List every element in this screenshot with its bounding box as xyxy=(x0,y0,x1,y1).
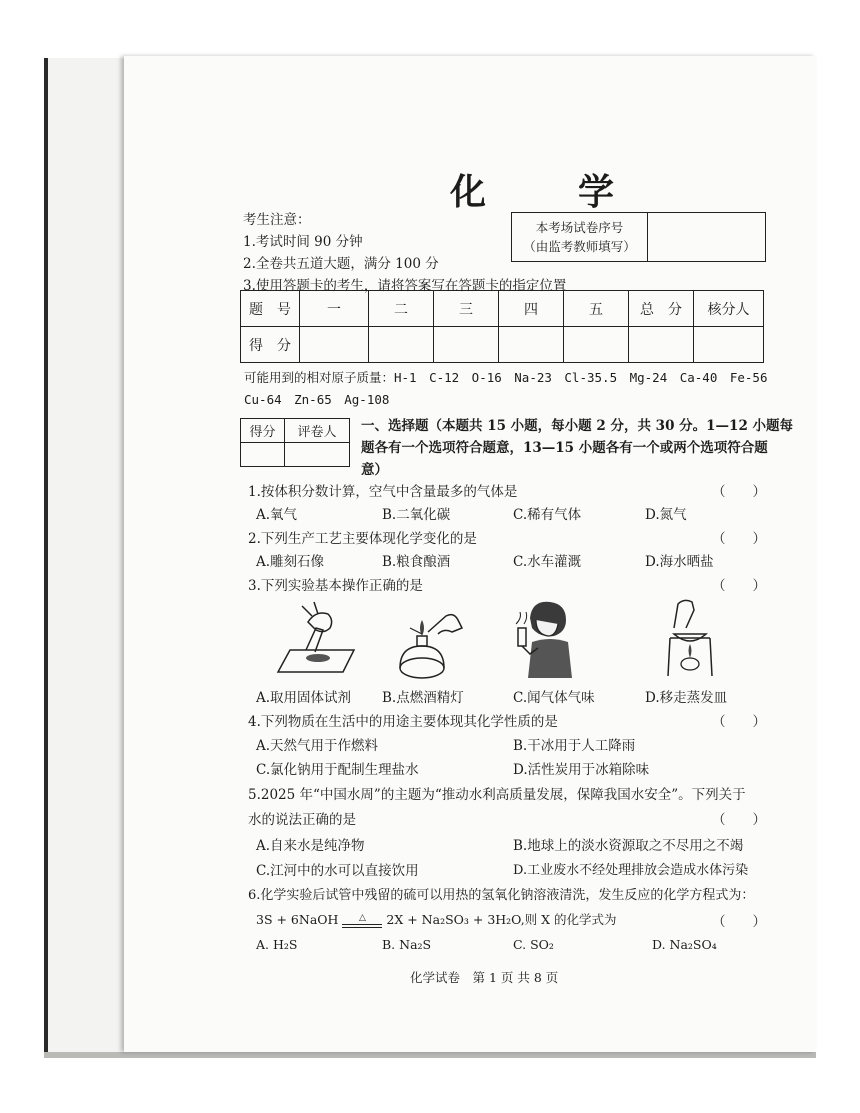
page-footer: 化学试卷 第 1 页 共 8 页 xyxy=(410,970,559,985)
q4-option-a[interactable]: A.天然气用于作燃料 xyxy=(256,738,379,754)
q4-option-c[interactable]: C.氯化钠用于配制生理盐水 xyxy=(256,762,419,778)
score-cell[interactable] xyxy=(564,327,629,363)
q3-stem: 3.下列实验基本操作正确的是 xyxy=(248,578,423,594)
q3-option-a[interactable]: A.取用固体试剂 xyxy=(256,690,352,706)
score-cell[interactable] xyxy=(694,327,764,363)
q2-answer-paren[interactable]: （ ） xyxy=(712,531,766,547)
heat-condition: △ xyxy=(342,913,382,923)
score-cell[interactable] xyxy=(300,327,369,363)
grader-score-cell[interactable] xyxy=(241,443,285,467)
score-header: 四 xyxy=(499,291,564,327)
q6-equation-left: 3S + 6NaOH xyxy=(256,912,339,927)
score-header: 三 xyxy=(434,291,499,327)
q6-option-b[interactable]: B. Na₂S xyxy=(382,937,432,952)
q5-stem-line1: 5.2025 年“中国水周”的主题为“推动水利高质量发展，保障我国水安全”。下列关于 xyxy=(248,787,746,803)
score-cell[interactable] xyxy=(369,327,434,363)
score-header: 五 xyxy=(564,291,629,327)
q1-option-c[interactable]: C.稀有气体 xyxy=(513,507,582,523)
take-solid-reagent-figure xyxy=(268,600,358,680)
notice-item: 2.全卷共五道大题，满分 100 分 xyxy=(243,256,439,272)
q5-option-a[interactable]: A.自来水是纯净物 xyxy=(256,838,365,854)
section1-line1: 一、选择题（本题共 15 小题，每小题 2 分，共 30 分。1—12 小题每 xyxy=(361,418,794,434)
score-header: 题 号 xyxy=(241,291,300,327)
q5-option-c[interactable]: C.江河中的水可以直接饮用 xyxy=(256,863,419,879)
q3-answer-paren[interactable]: （ ） xyxy=(712,578,766,594)
score-header: 核分人 xyxy=(694,291,764,327)
q2-option-c[interactable]: C.水车灌溉 xyxy=(513,554,582,570)
score-cell[interactable] xyxy=(629,327,694,363)
seat-number-cell[interactable] xyxy=(648,213,766,262)
notice-item: 1.考试时间 90 分钟 xyxy=(243,234,363,250)
q2-stem: 2.下列生产工艺主要体现化学变化的是 xyxy=(248,531,477,547)
q6-stem: 6.化学实验后试管中残留的硫可以用热的氢氧化钠溶液清洗，发生反应的化学方程式为： xyxy=(248,888,755,903)
q1-option-a[interactable]: A.氧气 xyxy=(256,507,298,523)
underlying-page-edge xyxy=(44,1052,816,1058)
section1-line2: 题各有一个选项符合题意，13—15 小题各有一个或两个选项符合题 xyxy=(361,440,768,456)
score-cell[interactable] xyxy=(434,327,499,363)
q6-option-a[interactable]: A. H₂S xyxy=(256,937,298,952)
q4-stem: 4.下列物质在生活中的用途主要体现其化学性质的是 xyxy=(248,714,558,730)
q1-answer-paren[interactable]: （ ） xyxy=(712,484,766,500)
q6-equation xyxy=(256,910,617,928)
q4-option-b[interactable]: B.干冰用于人工降雨 xyxy=(513,738,636,754)
q3-option-c[interactable]: C.闻气体气味 xyxy=(513,690,595,706)
q4-answer-paren[interactable]: （ ） xyxy=(712,714,766,730)
q2-option-a[interactable]: A.雕刻石像 xyxy=(256,554,325,570)
underlying-page xyxy=(44,58,130,1058)
exam-box-line1: 本考场试卷序号 xyxy=(535,220,624,235)
notice-heading: 考生注意： xyxy=(243,212,311,228)
score-cell[interactable] xyxy=(499,327,564,363)
score-header: 总 分 xyxy=(629,291,694,327)
score-row-label: 得 分 xyxy=(241,327,300,363)
grader-name-cell[interactable] xyxy=(284,443,349,467)
section1-line3: 意） xyxy=(361,462,388,478)
smell-gas-figure xyxy=(510,598,580,678)
q6-answer-paren[interactable]: （ ） xyxy=(712,914,766,930)
exam-seat-box xyxy=(511,212,766,262)
grader-score-label: 得分 xyxy=(241,419,285,443)
q6-option-d[interactable]: D. Na₂SO₄ xyxy=(652,937,717,952)
score-header: 二 xyxy=(369,291,434,327)
atomic-masses-line2: Cu-64 Zn-65 Ag-108 xyxy=(244,392,390,407)
score-header: 一 xyxy=(300,291,369,327)
evaporating-dish-figure xyxy=(660,598,720,680)
q4-option-d[interactable]: D.活性炭用于冰箱除味 xyxy=(513,762,650,778)
q1-option-b[interactable]: B.二氧化碳 xyxy=(382,507,451,523)
q2-option-d[interactable]: D.海水晒盐 xyxy=(645,554,714,570)
q6-option-c[interactable]: C. SO₂ xyxy=(513,937,554,952)
score-table xyxy=(240,290,764,363)
q3-option-d[interactable]: D.移走蒸发皿 xyxy=(645,690,728,706)
page-title: 化 学 xyxy=(450,171,643,213)
atomic-masses-line1: 可能用到的相对原子质量：H-1 C-12 O-16 Na-23 Cl-35.5 Mg-24 Ca-40 Fe-56 xyxy=(244,370,768,385)
q2-option-b[interactable]: B.粮食酿酒 xyxy=(382,554,451,570)
q6-equation-right: 2X + Na₂SO₃ + 3H₂O,则 X 的化学式为 xyxy=(386,912,617,927)
grader-box xyxy=(240,418,350,467)
q5-option-b[interactable]: B.地球上的淡水资源取之不尽用之不竭 xyxy=(513,838,744,854)
q5-stem-line2: 水的说法正确的是 xyxy=(248,812,356,828)
q5-answer-paren[interactable]: （ ） xyxy=(712,812,766,828)
alcohol-lamp-figure xyxy=(392,606,472,684)
grader-name-label: 评卷人 xyxy=(284,419,349,443)
exam-box-line2: （由监考教师填写） xyxy=(523,239,636,254)
q1-stem: 1.按体积分数计算，空气中含量最多的气体是 xyxy=(248,484,518,500)
notice-item: 3.使用答题卡的考生，请将答案写在答题卡的指定位置 xyxy=(243,278,567,294)
q1-option-d[interactable]: D.氮气 xyxy=(645,507,687,523)
q5-option-d[interactable]: D.工业废水不经处理排放会造成水体污染 xyxy=(513,863,749,878)
q3-option-b[interactable]: B.点燃酒精灯 xyxy=(382,690,464,706)
